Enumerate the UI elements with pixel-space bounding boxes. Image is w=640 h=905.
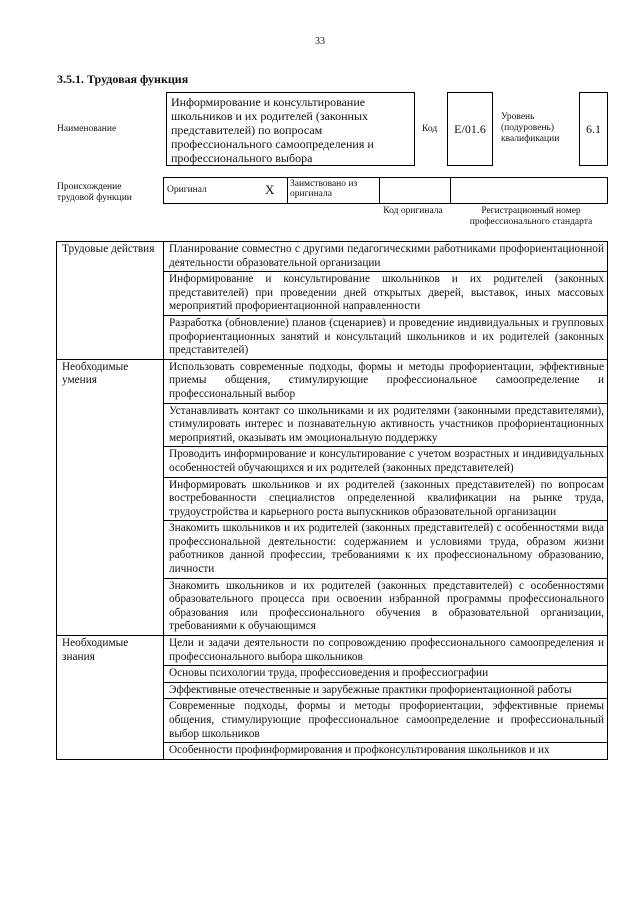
code-value-box: E/01.6 — [447, 92, 493, 166]
table-row — [57, 242, 608, 272]
category-cell: Трудовые действия — [57, 242, 164, 360]
name-label: Наименование — [57, 124, 117, 134]
page-number: 33 — [315, 36, 325, 47]
category-cell: Необходимые умения — [57, 359, 164, 635]
item-cell: Информирование и консультирование школьников и их родителей (законных представителей) при проведении дней открытых дверей, выставок, иных массовых мероприятий профориентационной направленности — [164, 272, 608, 316]
item-cell: Проводить информирование и консультирование с учетом возрастных и индивидуальных особенностей обучающихся и их родителей (законных представителей) — [164, 447, 608, 477]
section-title: 3.5.1. Трудовая функция — [57, 72, 189, 86]
competency-table — [56, 241, 608, 760]
original-cell — [164, 178, 288, 203]
reg-number-cell — [450, 178, 607, 203]
item-cell: Устанавливать контакт со школьниками и их родителями (законными представителями), стимулировать интерес и познавательную активность участников профориентационных мероприятий, оказывать им эмоциональную поддержку — [164, 403, 608, 447]
code-label: Код — [422, 124, 438, 134]
item-cell: Знакомить школьников и их родителей (законных представителей) с особенностями вида профессиональной деятельности: содержанием и условиями труда, образом жизни работников данной профессии, требованиями к их профессиональному образованию, личности — [164, 521, 608, 578]
item-cell: Знакомить школьников и их родителей (законных представителей) с особенностями образовательного процесса при освоении избранной программы профессионального образования или профессионального обучения в образовательной организации, требованиями к обучающимся — [164, 578, 608, 635]
level-label: Уровень (подуровень) квалификации — [501, 112, 560, 144]
table-row — [57, 636, 608, 666]
original-mark: X — [265, 182, 275, 197]
category-cell: Необходимые знания — [57, 636, 164, 760]
item-cell: Эффективные отечественные и зарубежные практики профориентационной работы — [164, 682, 608, 699]
borrowed-label: Заимствовано из оригинала — [290, 179, 358, 199]
level-value-box: 6.1 — [579, 92, 608, 166]
original-label: Оригинал — [167, 185, 207, 195]
reg-number-caption: Регистрационный номер профессионального стандарта — [469, 206, 593, 227]
item-cell: Цели и задачи деятельности по сопровождению профессионального самоопределения и профессионального выбора школьников — [164, 636, 608, 666]
item-cell: Информировать школьников и их родителей (законных представителей) по вопросам востребованности специалистов определенной квалификации на рынке труда, трудоустройства и карьерного роста выпускников образовательной организации — [164, 477, 608, 521]
item-cell: Разработка (обновление) планов (сценариев) и проведение индивидуальных и групповых профориентационных занятий и консультаций школьников и их родителей (законных представителей) — [164, 315, 608, 359]
item-cell: Современные подходы, формы и методы профориентации, эффективные приемы общения, стимулирующие профессиональное самоопределение и профессиональный выбор школьников — [164, 699, 608, 743]
item-cell: Использовать современные подходы, формы и методы профориентации, эффективные приемы общения, стимулирующие профессиональное самоопределение и профессиональный выбор — [164, 359, 608, 403]
origin-box — [163, 177, 608, 204]
code-original-caption: Код оригинала — [383, 206, 443, 216]
item-cell: Планирование совместно с другими педагогическими работниками профориентационной деятельности образовательной организации — [164, 242, 608, 272]
function-name-box: Информирование и консультирование школьников и их родителей (законных представителей) по вопросам профессионального самоопределения и профессионального выбора — [166, 92, 415, 166]
origin-label: Происхождение трудовой функции — [57, 182, 132, 203]
table-row — [57, 359, 608, 403]
item-cell: Основы психологии труда, профессиоведения и профессиографии — [164, 666, 608, 683]
item-cell: Особенности профинформирования и профконсультирования школьников и их — [164, 743, 608, 760]
code-original-cell — [379, 178, 451, 203]
